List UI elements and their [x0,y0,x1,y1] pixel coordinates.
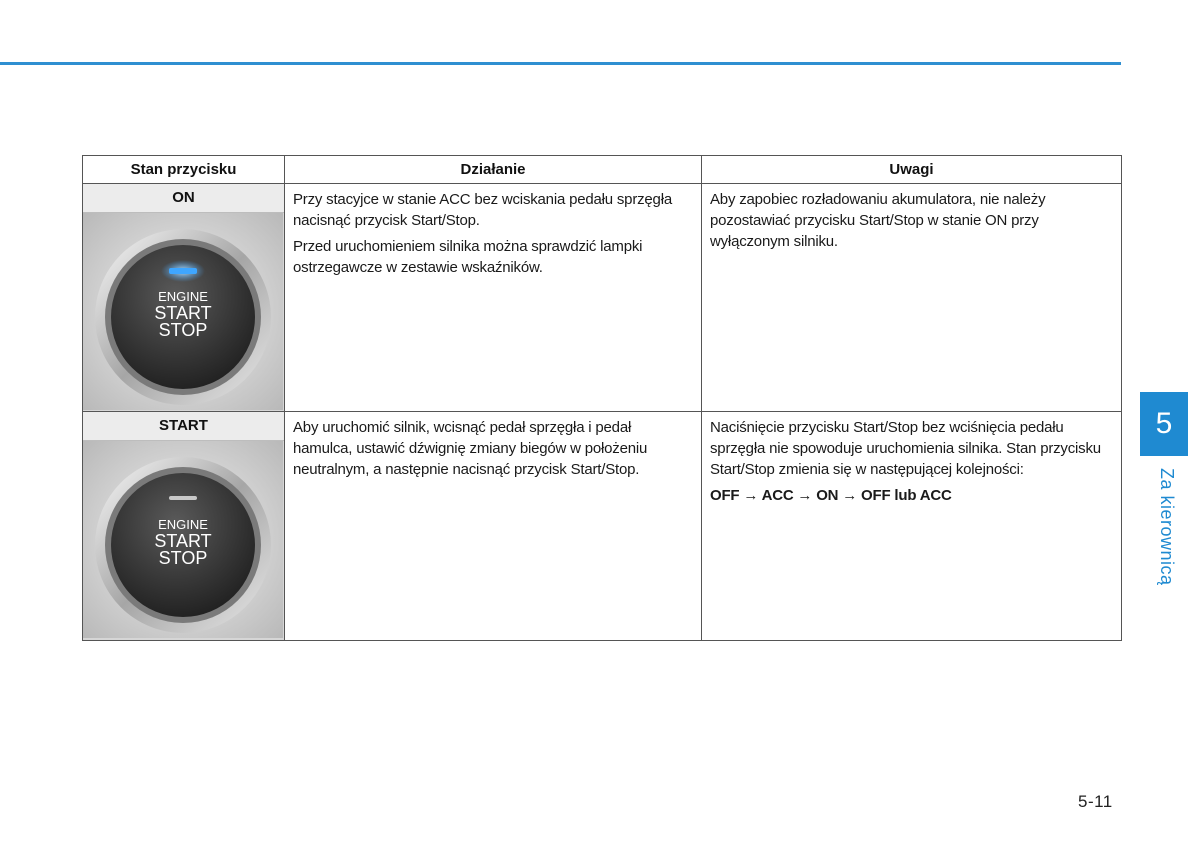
start-stop-button-on-image [83,213,283,410]
top-rule [0,62,1121,65]
action-cell-on [285,184,702,412]
chapter-title-wrap [1153,468,1177,586]
indicator-light [169,496,197,500]
notes-paragraph: Aby zapobiec rozładowaniu akumulatora, nie należy pozostawiać przycisku Start/Stop w stanie ON przy wyłączonym silniku. [710,191,1046,250]
header-state: Stan przycisku [83,156,285,184]
state-cell-on [83,184,285,412]
header-action: Działanie [285,156,702,184]
header-notes: Uwagi [702,156,1122,184]
table-row [83,412,1122,641]
state-label: START [83,412,284,441]
button-text-engine: ENGINE [158,289,208,304]
start-stop-button-start-image [83,441,283,638]
button-text-start: START [154,303,212,323]
notes-cell-on [702,184,1122,412]
notes-cell-start [702,412,1122,641]
button-text-engine: ENGINE [158,517,208,532]
chapter-title: Za kierownicą [1157,468,1177,586]
page-number: 5-11 [1078,792,1113,811]
table-header-row [83,156,1122,184]
state-label: ON [83,184,284,213]
chapter-tab: 5 [1140,392,1188,456]
start-stop-table [82,155,1122,641]
action-paragraph: Przed uruchomieniem silnika można sprawdzić lampki ostrzegawcze w zestawie wskaźników. [293,238,643,276]
action-paragraph: Aby uruchomić silnik, wcisnąć pedał sprzęgła i pedał hamulca, ustawić dźwignię zmiany biegów w położeniu neutralnym, a następnie nacisnąć przycisk Start/Stop. [293,419,648,478]
indicator-light [169,268,197,274]
button-text-start: START [154,531,212,551]
button-text-stop: STOP [158,548,208,568]
state-cell-start [83,412,285,641]
table-row [83,184,1122,412]
action-cell-start [285,412,702,641]
state-sequence: OFF → ACC → ON → OFF lub ACC [710,487,952,504]
button-text-stop: STOP [158,320,208,340]
action-paragraph: Przy stacyjce w stanie ACC bez wciskania pedału sprzęgła nacisnąć przycisk Start/Stop. [293,191,672,229]
notes-paragraph: Naciśnięcie przycisku Start/Stop bez wciśnięcia pedału sprzęgła nie spowoduje uruchomienia silnika. Stan przycisku Start/Stop zmienia się w następującej kolejności: [710,419,1101,478]
